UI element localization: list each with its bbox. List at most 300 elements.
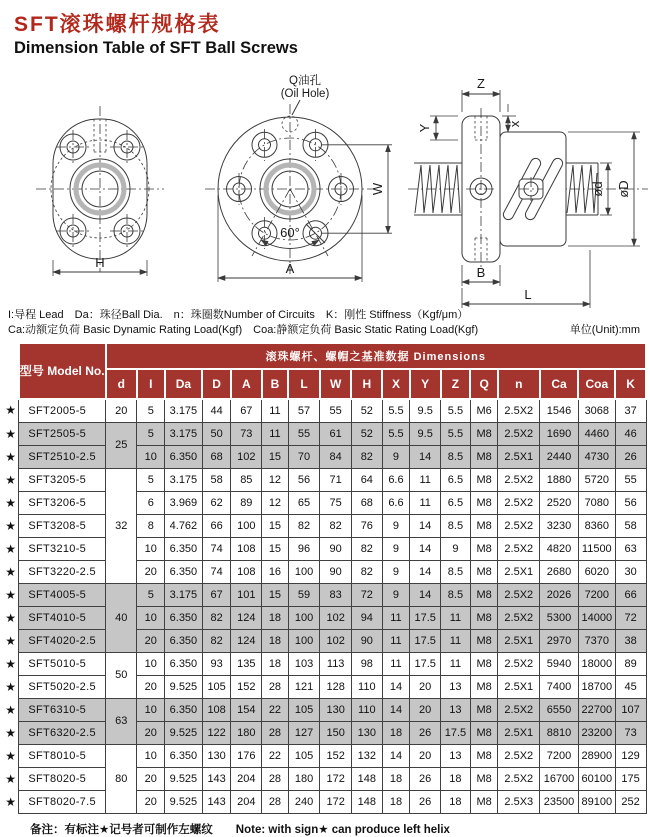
spec-value: 10 (137, 606, 165, 629)
spec-value: 38 (615, 629, 646, 652)
spec-value: 70 (288, 445, 320, 468)
spec-value: 9.525 (165, 675, 203, 698)
model-number: SFT5020-2.5 (19, 675, 106, 698)
spec-value: 148 (351, 790, 382, 813)
left-helix-star: ★ (3, 537, 19, 560)
spec-value: 3.175 (165, 399, 203, 423)
spec-value: 55 (615, 468, 646, 491)
spec-value: 18 (382, 767, 410, 790)
spec-value: 75 (320, 491, 352, 514)
dim-label-screw-dia: ød (590, 181, 605, 197)
spec-value: 28 (262, 790, 289, 813)
spec-value: 107 (615, 698, 646, 721)
left-helix-star: ★ (3, 422, 19, 445)
spec-value: 9 (382, 537, 410, 560)
spec-value: 58 (615, 514, 646, 537)
group-header-row (3, 343, 646, 369)
spec-value: 23500 (540, 790, 579, 813)
legend-line-2: Ca:动额定负荷 Basic Dynamic Rating Load(Kgf) Coa:静额定负荷 Basic Static Rating Load(Kgf) (8, 324, 479, 337)
column-header-K: K (615, 369, 646, 399)
spec-value: 148 (351, 767, 382, 790)
unit-label: 单位(Unit):mm (569, 324, 640, 337)
table-row (3, 675, 646, 698)
spec-value: 2.5X1 (498, 445, 540, 468)
spec-value: 2.5X2 (498, 537, 540, 560)
spec-value: 6 (137, 491, 165, 514)
page-subtitle: Dimension Table of SFT Ball Screws (14, 39, 298, 57)
spec-value: 176 (231, 744, 262, 767)
spec-value: 56 (288, 468, 320, 491)
left-helix-star: ★ (3, 721, 19, 744)
model-number: SFT3205-5 (19, 468, 106, 491)
spec-value: 9.525 (165, 790, 203, 813)
spec-value: 124 (231, 606, 262, 629)
spec-value: 135 (231, 652, 262, 675)
spec-value: 14 (410, 514, 441, 537)
column-header-Da: Da (165, 369, 203, 399)
left-helix-star: ★ (3, 468, 19, 491)
spec-value: 4.762 (165, 514, 203, 537)
column-header-W: W (320, 369, 352, 399)
spec-value: 100 (288, 560, 320, 583)
spec-value: 11 (382, 652, 410, 675)
spec-value: 67 (202, 583, 231, 606)
spec-value: 74 (202, 537, 231, 560)
model-number: SFT2505-5 (19, 422, 106, 445)
spec-value: 82 (288, 514, 320, 537)
spec-value: 15 (262, 537, 289, 560)
spec-value: 46 (615, 422, 646, 445)
spec-value: 89100 (578, 790, 615, 813)
spec-value: 11 (262, 422, 289, 445)
spec-value: 14 (410, 537, 441, 560)
spec-value: 50 (202, 422, 231, 445)
spec-value: 1546 (540, 399, 579, 423)
spec-value: M8 (470, 445, 498, 468)
model-column-header: 型号 Model No. (19, 343, 106, 399)
spec-value: 2440 (540, 445, 579, 468)
model-number: SFT6310-5 (19, 698, 106, 721)
left-helix-star: ★ (3, 790, 19, 813)
table-row (3, 767, 646, 790)
spec-value: 172 (320, 767, 352, 790)
spec-value: 113 (320, 652, 352, 675)
spec-value: 10 (137, 445, 165, 468)
spec-value: 26 (615, 445, 646, 468)
spec-value: 103 (288, 652, 320, 675)
spec-value: 12 (262, 468, 289, 491)
nominal-diameter: 25 (106, 422, 137, 468)
spec-value: 20 (410, 675, 441, 698)
spec-value: 72 (615, 606, 646, 629)
spec-value: 5 (137, 468, 165, 491)
model-number: SFT4010-5 (19, 606, 106, 629)
spec-value: 5.5 (382, 422, 410, 445)
left-helix-star: ★ (3, 583, 19, 606)
spec-value: 16 (262, 560, 289, 583)
spec-value: 55 (320, 399, 352, 423)
spec-value: M8 (470, 652, 498, 675)
spec-value: M8 (470, 583, 498, 606)
spec-value: 20 (137, 675, 165, 698)
spec-value: 14000 (578, 606, 615, 629)
left-helix-star: ★ (3, 675, 19, 698)
spec-value: 8810 (540, 721, 579, 744)
spec-value: 37 (615, 399, 646, 423)
page-title: SFT滚珠螺杆规格表 (14, 13, 221, 36)
spec-value: 94 (351, 606, 382, 629)
spec-value: 56 (615, 491, 646, 514)
spec-value: 5720 (578, 468, 615, 491)
spec-value: 45 (615, 675, 646, 698)
spec-value: 28900 (578, 744, 615, 767)
spec-value: 6.350 (165, 445, 203, 468)
spec-value: 6.350 (165, 606, 203, 629)
spec-value: 5.5 (382, 399, 410, 423)
spec-value: 14 (382, 675, 410, 698)
spec-value: M8 (470, 422, 498, 445)
spec-value: 73 (231, 422, 262, 445)
spec-value: 20 (137, 767, 165, 790)
model-number: SFT4020-2.5 (19, 629, 106, 652)
spec-value: 180 (231, 721, 262, 744)
legend-line-1: I:导程 Lead Da：珠径Ball Dia. n：珠圈数Number of Circuits K：刚性 Stiffness（Kgf/μm） (8, 309, 469, 321)
model-number: SFT6320-2.5 (19, 721, 106, 744)
nominal-diameter: 80 (106, 744, 137, 813)
spec-value: 14 (382, 744, 410, 767)
spec-value: M8 (470, 606, 498, 629)
spec-value: 82 (320, 514, 352, 537)
footnote: 备注：有标注★记号者可制作左螺纹 Note: with sign★ can produce left helix (30, 823, 450, 836)
spec-value: 72 (351, 583, 382, 606)
star-column-header (3, 343, 19, 399)
table-row (3, 468, 646, 491)
spec-value: 100 (231, 514, 262, 537)
spec-value: 9 (382, 514, 410, 537)
model-number: SFT2510-2.5 (19, 445, 106, 468)
spec-value: 20 (410, 744, 441, 767)
spec-value: 2.5X3 (498, 790, 540, 813)
spec-value: 66 (615, 583, 646, 606)
spec-value: M8 (470, 675, 498, 698)
model-number: SFT8020-5 (19, 767, 106, 790)
spec-value: 82 (351, 537, 382, 560)
left-helix-star: ★ (3, 652, 19, 675)
spec-value: 18 (262, 606, 289, 629)
spec-value: 2970 (540, 629, 579, 652)
table-row (3, 744, 646, 767)
spec-value: 2.5X2 (498, 514, 540, 537)
model-number: SFT2005-5 (19, 399, 106, 423)
left-helix-star: ★ (3, 491, 19, 514)
spec-value: 6.350 (165, 652, 203, 675)
spec-value: 9.525 (165, 721, 203, 744)
title-block (0, 0, 650, 58)
spec-value: 152 (231, 675, 262, 698)
table-row (3, 422, 646, 445)
technical-drawings (0, 60, 650, 304)
spec-value: 22 (262, 744, 289, 767)
spec-value: 2.5X2 (498, 422, 540, 445)
dim-label-a: A (285, 261, 295, 276)
nominal-diameter: 20 (106, 399, 137, 423)
spec-value: 14 (382, 698, 410, 721)
spec-value: 11 (410, 468, 441, 491)
spec-value: 132 (351, 744, 382, 767)
spec-value: 143 (202, 767, 231, 790)
spec-value: 68 (351, 491, 382, 514)
spec-value: 17.5 (410, 629, 441, 652)
spec-value: 10 (137, 698, 165, 721)
model-number: SFT3208-5 (19, 514, 106, 537)
dim-label-y: Y (417, 123, 432, 133)
spec-value: 108 (202, 698, 231, 721)
column-header-H: H (351, 369, 382, 399)
spec-value: 82 (202, 629, 231, 652)
column-header-Q: Q (470, 369, 498, 399)
spec-value: 127 (288, 721, 320, 744)
spec-value: 5300 (540, 606, 579, 629)
spec-value: 154 (231, 698, 262, 721)
spec-value: 3.969 (165, 491, 203, 514)
spec-value: 4730 (578, 445, 615, 468)
spec-value: 108 (231, 560, 262, 583)
left-helix-star: ★ (3, 445, 19, 468)
spec-value: 14 (410, 445, 441, 468)
spec-value: 10 (137, 537, 165, 560)
nominal-diameter: 32 (106, 468, 137, 583)
spec-value: 17.5 (410, 606, 441, 629)
spec-value: 3068 (578, 399, 615, 423)
spec-value: 11 (382, 629, 410, 652)
spec-value: 2.5X1 (498, 721, 540, 744)
spec-value: 13 (441, 675, 471, 698)
spec-value: 2.5X1 (498, 560, 540, 583)
spec-value: 6.5 (441, 491, 471, 514)
spec-value: 66 (202, 514, 231, 537)
spec-value: 7200 (578, 583, 615, 606)
left-helix-star: ★ (3, 399, 19, 423)
spec-value: 128 (320, 675, 352, 698)
spec-value: 5.5 (441, 399, 471, 423)
spec-value: 17.5 (441, 721, 471, 744)
spec-value: 90 (320, 537, 352, 560)
spec-value: 2.5X2 (498, 491, 540, 514)
spec-value: 129 (615, 744, 646, 767)
spec-value: 240 (288, 790, 320, 813)
spec-value: 102 (231, 445, 262, 468)
spec-value: M8 (470, 721, 498, 744)
left-helix-star: ★ (3, 744, 19, 767)
dim-label-w: W (370, 182, 385, 196)
spec-value: 130 (351, 721, 382, 744)
spec-value: 11 (441, 606, 471, 629)
spec-value: 130 (202, 744, 231, 767)
table-row (3, 629, 646, 652)
spec-value: 20 (137, 560, 165, 583)
spec-value: 83 (320, 583, 352, 606)
table-row (3, 790, 646, 813)
spec-value: 9 (382, 445, 410, 468)
spec-value: 5 (137, 399, 165, 423)
spec-value: 74 (202, 560, 231, 583)
spec-value: 2.5X2 (498, 652, 540, 675)
spec-value: 84 (320, 445, 352, 468)
spec-value: 152 (320, 744, 352, 767)
spec-value: 15 (262, 583, 289, 606)
spec-value: 64 (351, 468, 382, 491)
spec-value: M8 (470, 560, 498, 583)
spec-value: 23200 (578, 721, 615, 744)
spec-value: 22 (262, 698, 289, 721)
spec-value: 82 (351, 445, 382, 468)
spec-value: 143 (202, 790, 231, 813)
spec-value: M8 (470, 468, 498, 491)
spec-value: 2520 (540, 491, 579, 514)
spec-value: 15 (262, 445, 289, 468)
spec-value: 28 (262, 675, 289, 698)
spec-value: 7370 (578, 629, 615, 652)
spec-value: 110 (351, 698, 382, 721)
spec-value: 5 (137, 422, 165, 445)
model-number: SFT8010-5 (19, 744, 106, 767)
spec-value: 6.6 (382, 468, 410, 491)
model-number: SFT5010-5 (19, 652, 106, 675)
spec-value: 3.175 (165, 583, 203, 606)
column-header-I: I (137, 369, 165, 399)
front-view-oval-flange-drawing (36, 106, 164, 276)
model-number: SFT3206-5 (19, 491, 106, 514)
spec-value: 8360 (578, 514, 615, 537)
spec-table-body (3, 399, 646, 814)
column-header-Coa: Coa (578, 369, 615, 399)
spec-value: 96 (288, 537, 320, 560)
spec-value: 8 (137, 514, 165, 537)
spec-value: 89 (231, 491, 262, 514)
spec-value: 6.350 (165, 537, 203, 560)
spec-value: 14 (410, 583, 441, 606)
spec-value: 2.5X2 (498, 583, 540, 606)
spec-value: 6.350 (165, 629, 203, 652)
spec-value: 52 (351, 422, 382, 445)
spec-value: 11500 (578, 537, 615, 560)
spec-value: 12 (262, 491, 289, 514)
nominal-diameter: 63 (106, 698, 137, 744)
dim-label-h: H (95, 255, 105, 270)
spec-value: 8.5 (441, 560, 471, 583)
spec-value: 7200 (540, 744, 579, 767)
spec-value: 124 (231, 629, 262, 652)
spec-value: 6020 (578, 560, 615, 583)
dim-label-nut-dia: øD (616, 180, 631, 198)
table-row (3, 721, 646, 744)
spec-value: 105 (288, 744, 320, 767)
column-header-Y: Y (410, 369, 441, 399)
spec-value: 26 (410, 767, 441, 790)
spec-value: 2680 (540, 560, 579, 583)
spec-value: 93 (202, 652, 231, 675)
dim-label-x: x (507, 120, 522, 128)
spec-value: 73 (615, 721, 646, 744)
spec-value: 204 (231, 767, 262, 790)
spec-value: M8 (470, 514, 498, 537)
dim-label-z: Z (477, 76, 485, 91)
spec-value: 110 (351, 675, 382, 698)
table-row (3, 445, 646, 468)
spec-value: 18 (262, 652, 289, 675)
left-helix-star: ★ (3, 698, 19, 721)
spec-value: 67 (231, 399, 262, 423)
model-number: SFT3220-2.5 (19, 560, 106, 583)
left-helix-star: ★ (3, 514, 19, 537)
spec-value: 98 (351, 652, 382, 675)
spec-value: 71 (320, 468, 352, 491)
spec-value: M8 (470, 698, 498, 721)
spec-value: 18 (441, 790, 471, 813)
spec-value: 9.5 (410, 399, 441, 423)
spec-value: 30 (615, 560, 646, 583)
spec-value: 2.5X2 (498, 468, 540, 491)
spec-value: 15 (262, 514, 289, 537)
spec-value: 63 (615, 537, 646, 560)
side-view-nut-drawing (408, 76, 648, 308)
model-number: SFT3210-5 (19, 537, 106, 560)
spec-value: 6.6 (382, 491, 410, 514)
column-header-D: D (202, 369, 231, 399)
spec-value: 11 (262, 399, 289, 423)
spec-value: 11 (441, 629, 471, 652)
spec-value: 20 (137, 721, 165, 744)
spec-value: 11 (382, 606, 410, 629)
spec-value: 1690 (540, 422, 579, 445)
spec-value: 55 (288, 422, 320, 445)
spec-value: 108 (231, 537, 262, 560)
column-header-d: d (106, 369, 137, 399)
spec-value: 3.175 (165, 422, 203, 445)
spec-value: 2026 (540, 583, 579, 606)
oil-hole-label-en: (Oil Hole) (280, 88, 330, 100)
spec-value: 9.5 (410, 422, 441, 445)
spec-value: 68 (202, 445, 231, 468)
spec-value: 44 (202, 399, 231, 423)
spec-value: 9 (441, 537, 471, 560)
spec-value: 6.350 (165, 698, 203, 721)
table-row (3, 514, 646, 537)
spec-value: 58 (202, 468, 231, 491)
spec-value: 2.5X2 (498, 744, 540, 767)
spec-value: 10 (137, 744, 165, 767)
legend (8, 308, 640, 338)
spec-value: 5.5 (441, 422, 471, 445)
spec-value: 26 (410, 790, 441, 813)
dim-label-angle: 60° (280, 225, 300, 240)
spec-value: 2.5X2 (498, 399, 540, 423)
left-helix-star: ★ (3, 629, 19, 652)
table-row (3, 560, 646, 583)
spec-value: 89 (615, 652, 646, 675)
spec-value: 22700 (578, 698, 615, 721)
spec-value: M8 (470, 629, 498, 652)
spec-value: 18 (262, 629, 289, 652)
spec-value: 76 (351, 514, 382, 537)
spec-value: 13 (441, 744, 471, 767)
table-row (3, 583, 646, 606)
spec-value: 18 (382, 790, 410, 813)
spec-value: 90 (320, 560, 352, 583)
spec-value: 16700 (540, 767, 579, 790)
model-number: SFT4005-5 (19, 583, 106, 606)
spec-value: 7400 (540, 675, 579, 698)
